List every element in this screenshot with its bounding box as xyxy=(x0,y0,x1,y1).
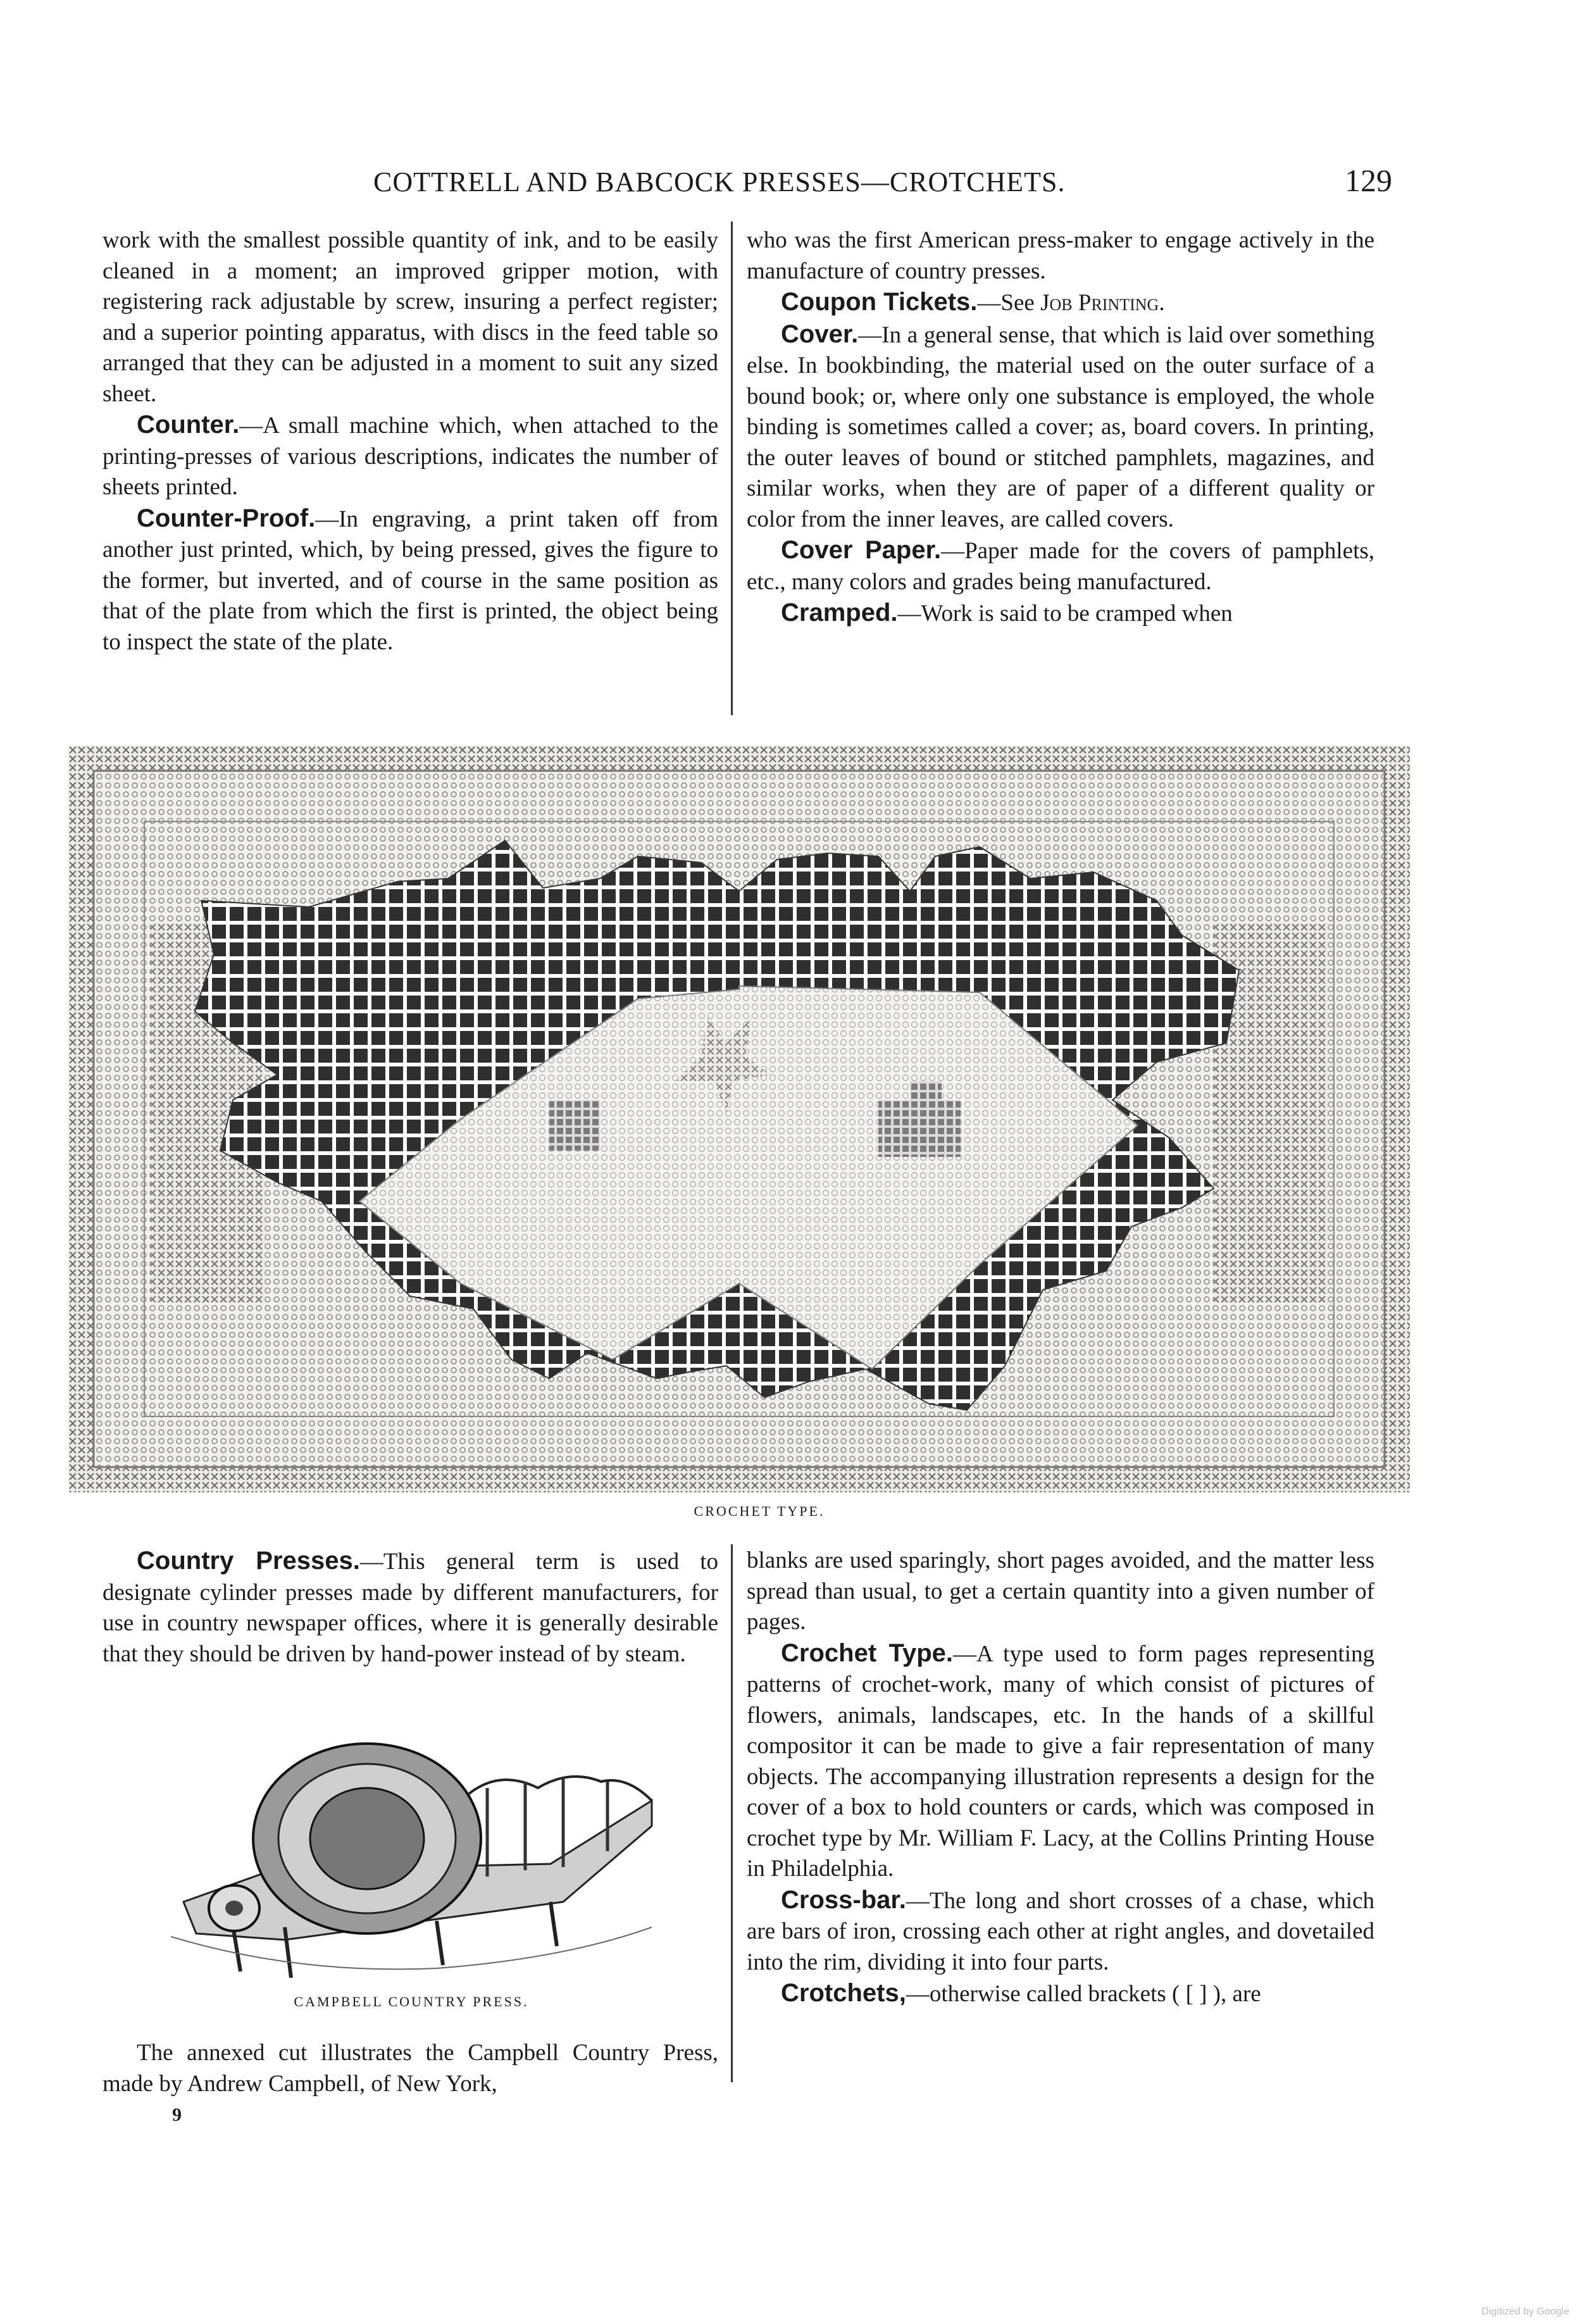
definition-counter: —A small machine which, when attached to the printing-presses of various descriptions, indicates the number of sheets printed. xyxy=(103,413,718,500)
definition-cramped: —Work is said to be cramped when xyxy=(897,601,1233,627)
entry-counter xyxy=(103,409,718,503)
column-rule-bottom xyxy=(731,1544,733,2082)
column-rule-top xyxy=(731,222,733,715)
page-number: 129 xyxy=(1345,163,1392,198)
top-right-column xyxy=(747,225,1374,630)
definition-cross-bar: —The long and short crosses of a chase, which are bars of iron, crossing each other at right angles, and dovetailed into the rim, dividing it into four parts. xyxy=(747,1887,1374,1975)
definition-cover-paper: —Paper made for the covers of pamphlets, etc., many colors and grades being manufactured. xyxy=(747,538,1374,595)
definition-crotchets: —otherwise called brackets ( [ ] ), are xyxy=(906,1981,1261,2007)
definition-cover: —In a general sense, that which is laid over something else. In bookbinding, the material used on the outer surface of a bound book; or, where only one substance is employed, the whole binding is sometimes called a cover; as, board covers. In printing, the outer leaves of bound or stitched pamphlets, magazines, and similar works, when they are of paper of a different quality or color from the inner leaves, are called covers. xyxy=(747,322,1374,532)
entry-cover-paper xyxy=(747,535,1374,597)
term-crotchets: Crotchets, xyxy=(781,1979,906,2007)
bottom-right-column xyxy=(747,1546,1374,2010)
running-header xyxy=(373,163,1392,204)
term-counter-proof: Counter-Proof. xyxy=(137,504,316,532)
definition-counter-proof: —In engraving, a print taken off from another just printed, which, by being pressed, gives the figure to the former, but inverted, and of course in the same position as that of the plate from which the first is printed, the object being to inspect the state of the plate. xyxy=(103,506,718,655)
entry-crochet-type xyxy=(747,1638,1374,1885)
term-cross-bar: Cross-bar. xyxy=(781,1885,906,1914)
paragraph-continuation: blanks are used sparingly, short pages avoided, and the matter less spread than usual, to get a certain quantity into a given number of pages. xyxy=(747,1547,1374,1635)
running-title: COTTRELL AND BABCOCK PRESSES—CROTCHETS. xyxy=(373,166,1066,197)
definition-crochet-type: —A type used to form pages representing patterns of crochet-work, many of which consist of pictures of flowers, animals, landscapes, etc. In the hands of a skillful compositor it can be made to give a fair representation of many objects. The accompanying illustration represents a design for the cover of a box to hold counters or cards, which was composed in crochet type by Mr. William F. Lacy, at the Collins Printing House in Philadelphia. xyxy=(747,1640,1374,1882)
entry-cross-bar xyxy=(747,1885,1374,1978)
term-crochet-type: Crochet Type. xyxy=(781,1639,953,1667)
term-cover-paper: Cover Paper. xyxy=(781,536,942,564)
paragraph-campbell: The annexed cut illustrates the Campbell Country Press, made by Andrew Campbell, of New York, xyxy=(103,2040,718,2097)
paragraph-continuation: who was the first American press-maker to engage actively in the manufacture of country presses. xyxy=(747,227,1374,284)
entry-coupon-tickets xyxy=(747,287,1374,319)
top-left-column xyxy=(103,225,718,658)
figure-caption-campbell: CAMPBELL COUNTRY PRESS. xyxy=(294,1994,529,2009)
cross-reference: Job Printing xyxy=(1040,290,1159,316)
crochet-type-illustration xyxy=(68,746,1410,1492)
signature-mark: 9 xyxy=(172,2104,182,2125)
digitized-watermark: Digitized by Google xyxy=(1481,2306,1569,2317)
term-counter: Counter. xyxy=(137,411,240,439)
bottom-left-column-end xyxy=(103,2038,718,2099)
term-cramped: Cramped. xyxy=(781,599,898,627)
entry-country-presses xyxy=(103,1546,718,1670)
entry-crotchets xyxy=(747,1978,1374,2010)
period: . xyxy=(1159,290,1165,316)
term-cover: Cover. xyxy=(781,320,859,348)
campbell-press-engraving xyxy=(171,1712,664,1978)
term-country-presses: Country Presses. xyxy=(137,1547,360,1575)
term-coupon-tickets: Coupon Tickets. xyxy=(781,288,978,316)
bottom-left-column xyxy=(103,1546,718,1670)
definition-country-presses: —This general term is used to designate cylinder presses made by different manufacturers, for use in country newspaper offices, where it is generally desirable that they should be driven by hand-power instead of by steam. xyxy=(103,1549,718,1667)
figure-caption-crochet: CROCHET TYPE. xyxy=(694,1503,825,1519)
paragraph-continuation: work with the smallest possible quantity of ink, and to be easily cleaned in a moment; an improved gripper motion, with registering rack adjustable by screw, insuring a perfect register; and a superior pointing apparatus, with discs in the feed table so arranged that they can be adjusted in a moment to suit any sized sheet. xyxy=(103,227,718,407)
entry-cramped xyxy=(747,597,1374,630)
entry-cover xyxy=(747,319,1374,535)
entry-counter-proof xyxy=(103,503,718,658)
definition-coupon-tickets: —See xyxy=(977,290,1041,316)
